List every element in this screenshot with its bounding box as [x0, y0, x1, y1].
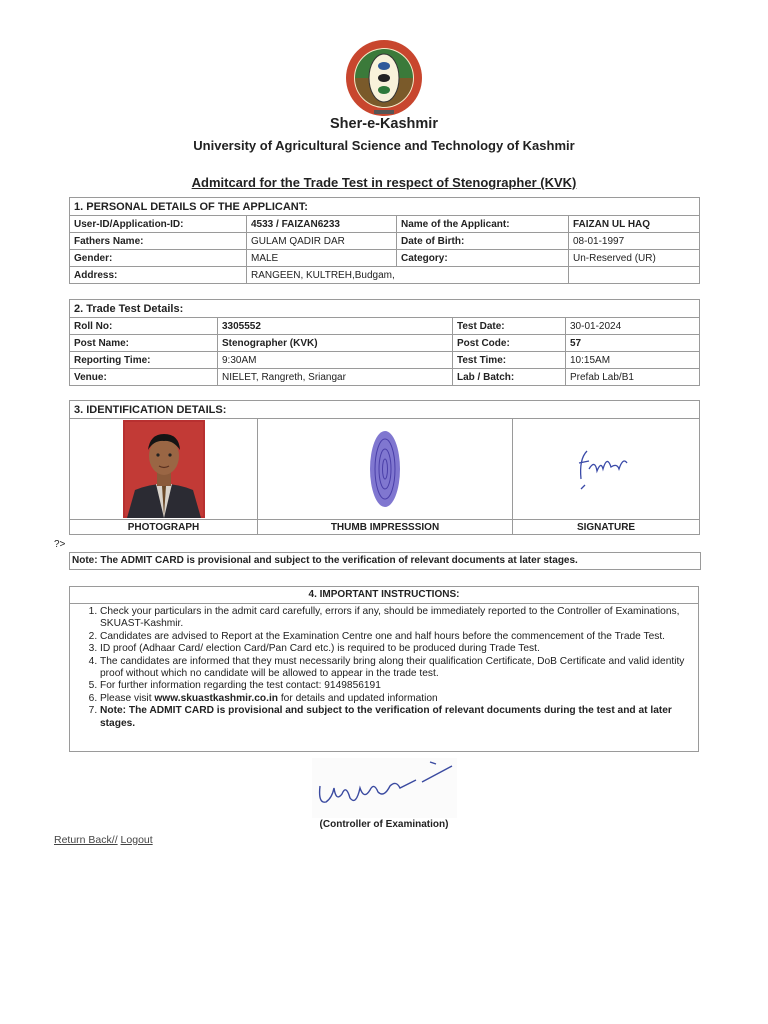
- logout-link[interactable]: Logout: [120, 834, 153, 846]
- test-date-value: 30-01-2024: [566, 318, 700, 335]
- category-label: Category:: [397, 250, 569, 267]
- instructions-list: [70, 606, 698, 730]
- instruction-7-text: Note: The ADMIT CARD is provisional and subject to the verification of relevant documents during the test and at later stages.: [100, 705, 672, 729]
- signature-cell: [513, 419, 700, 520]
- instruction-6-prefix: Please visit: [100, 692, 152, 704]
- stray-text: ?>: [54, 539, 66, 550]
- website-link[interactable]: www.skuastkashmir.co.in: [154, 692, 278, 704]
- reporting-time-label: Reporting Time:: [70, 352, 218, 369]
- instruction-item: 1. Check your particulars in the admit card carefully, errors if any, should be immediately reported to the Controller of Examinations, SKUAST-Kashmir.: [100, 606, 698, 631]
- return-back-link[interactable]: Return Back//: [54, 834, 118, 846]
- category-value: Un-Reserved (UR): [569, 250, 700, 267]
- address-label: Address:: [70, 267, 247, 284]
- address-empty-cell: [569, 267, 700, 284]
- identification-title: 3. IDENTIFICATION DETAILS:: [70, 401, 700, 419]
- dob-value: 08-01-1997: [569, 233, 700, 250]
- lab-batch-value: Prefab Lab/B1: [566, 369, 700, 386]
- post-code-label: Post Code:: [453, 335, 566, 352]
- applicant-signature-image: [571, 439, 641, 499]
- userid-value: 4533 / FAIZAN6233: [247, 216, 397, 233]
- post-name-label: Post Name:: [70, 335, 218, 352]
- applicant-name-value: FAIZAN UL HAQ: [569, 216, 700, 233]
- roll-no-value: 3305552: [218, 318, 453, 335]
- father-name-value: GULAM QADIR DAR: [247, 233, 397, 250]
- post-code-value: 57: [566, 335, 700, 352]
- university-seal-logo: [341, 38, 427, 118]
- reporting-time-value: 9:30AM: [218, 352, 453, 369]
- important-instructions: [69, 586, 699, 752]
- instruction-6-suffix: for details and updated information: [280, 692, 438, 704]
- gender-value: MALE: [247, 250, 397, 267]
- instructions-title: 4. IMPORTANT INSTRUCTIONS:: [70, 587, 698, 604]
- trade-test-table: [69, 299, 700, 386]
- photograph-caption: PHOTOGRAPH: [70, 520, 258, 535]
- test-date-label: Test Date:: [453, 318, 566, 335]
- instruction-item: 2. Candidates are advised to Report at the Examination Centre one and half hours before the commencement of the Trade Test.: [100, 631, 698, 643]
- gender-label: Gender:: [70, 250, 247, 267]
- venue-label: Venue:: [70, 369, 218, 386]
- controller-signature-image: [312, 758, 457, 818]
- instruction-item: [100, 705, 698, 730]
- userid-label: User-ID/Application-ID:: [70, 216, 247, 233]
- dob-label: Date of Birth:: [397, 233, 569, 250]
- instruction-item: 5. For further information regarding the test contact: 9149856191: [100, 680, 698, 692]
- father-name-label: Fathers Name:: [70, 233, 247, 250]
- instruction-item: 3. ID proof (Adhaar Card/ election Card/Pan Card etc.) is required to be produced during Trade Test.: [100, 643, 698, 655]
- thumb-impression-cell: [258, 419, 513, 520]
- applicant-name-label: Name of the Applicant:: [397, 216, 569, 233]
- document-title: [0, 175, 768, 190]
- address-value: RANGEEN, KULTREH,Budgam,: [247, 267, 569, 284]
- lab-batch-label: Lab / Batch:: [453, 369, 566, 386]
- personal-details-title: 1. PERSONAL DETAILS OF THE APPLICANT:: [70, 198, 700, 216]
- test-time-label: Test Time:: [453, 352, 566, 369]
- document-title-text: Admitcard for the Trade Test in respect of Stenographer (KVK): [191, 175, 577, 190]
- photograph-cell: [70, 419, 258, 520]
- post-name-value: Stenographer (KVK): [218, 335, 453, 352]
- provisional-note: Note: The ADMIT CARD is provisional and subject to the verification of relevant documents at later stages.: [69, 552, 701, 570]
- instruction-item: 4. The candidates are informed that they must necessarily bring along their qualification Certificate, DoB Certificate and valid identity proof without which no candidate will be allowed to appear in the trade test.: [100, 656, 698, 681]
- applicant-photo: [123, 420, 205, 518]
- university-full-name: University of Agricultural Science and Technology of Kashmir: [193, 138, 575, 153]
- thumb-impression-caption: THUMB IMPRESSSION: [258, 520, 513, 535]
- venue-value: NIELET, Rangreth, Sriangar: [218, 369, 453, 386]
- personal-details-table: [69, 197, 700, 284]
- instruction-item: [100, 693, 698, 705]
- trade-test-title: 2. Trade Test Details:: [70, 300, 700, 318]
- roll-no-label: Roll No:: [70, 318, 218, 335]
- footer-links: [54, 834, 153, 846]
- signature-caption: SIGNATURE: [513, 520, 700, 535]
- thumb-impression-image: [365, 426, 405, 512]
- controller-of-examination: (Controller of Examination): [319, 819, 449, 830]
- university-short-name: Sher-e-Kashmir: [330, 116, 438, 132]
- test-time-value: 10:15AM: [566, 352, 700, 369]
- identification-table: [69, 400, 700, 535]
